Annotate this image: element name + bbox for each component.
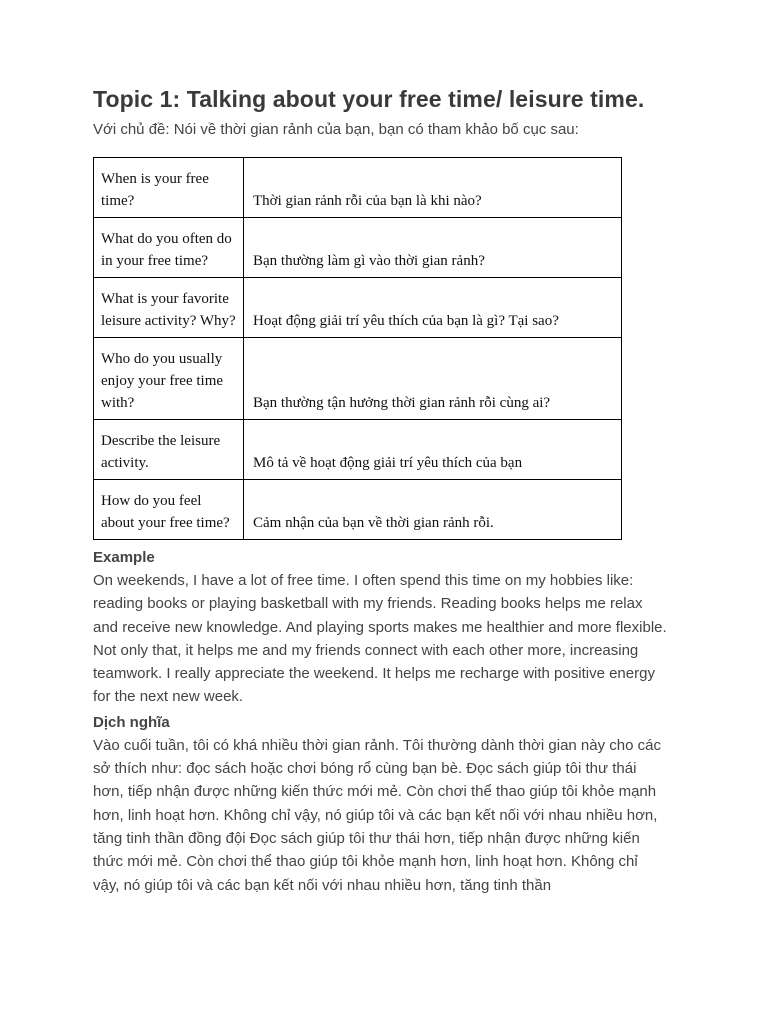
question-text: What do you often do in your free time? [101,231,232,269]
translation-text: Thời gian rảnh rỗi của bạn là khi nào? [253,193,482,209]
question-cell [94,278,244,338]
example-paragraph: On weekends, I have a lot of free time. I often spend this time on my hobbies like: reading books or playing basketball with my friends. Reading books helps me relax and receive new knowledge. And playing sports makes me healthier and more flexible. Not only that, it helps me and my friends connect with each other more, increasing teamwork. I really appreciate the weekend. It helps me recharge with positive energy for the next new week. [93,572,667,706]
table-row [94,338,622,420]
translation-text: Bạn thường làm gì vào thời gian rảnh? [253,253,485,269]
question-text: When is your free time? [101,171,209,209]
table-row [94,158,622,218]
question-text: What is your favorite leisure activity? Why? [101,291,236,329]
table-row [94,480,622,540]
table-row [94,420,622,480]
example-heading: Example [93,549,155,566]
question-text: How do you feel about your free time? [101,493,230,531]
translation-text: Hoạt động giải trí yêu thích của bạn là gì? Tại sao? [253,313,559,329]
question-text: Describe the leisure activity. [101,433,221,471]
question-text: Who do you usually enjoy your free time with? [101,351,224,411]
table-row [94,278,622,338]
translation-heading: Dịch nghĩa [93,713,170,731]
translation-cell [244,338,622,420]
translation-cell [244,420,622,480]
translation-cell [244,158,622,218]
question-cell [94,480,244,540]
outline-table [93,157,622,540]
translation-cell [244,218,622,278]
document-page [93,86,673,897]
translation-paragraph: Vào cuối tuần, tôi có khá nhiều thời gian rảnh. Tôi thường dành thời gian này cho các sở thích như: đọc sách hoặc chơi bóng rổ cùng bạn bè. Đọc sách giúp tôi thư thái hơn, tiếp nhận được những kiến thức mới mẻ. Còn chơi thể thao giúp tôi khỏe mạnh hơn, linh hoạt hơn. Không chỉ vậy, nó giúp tôi và các bạn kết nối với nhau nhiều hơn, tăng tinh thần đồng đội Đọc sách giúp tôi thư thái hơn, tiếp nhận được những kiến thức mới mẻ. Còn chơi thể thao giúp tôi khỏe mạnh hơn, linh hoạt hơn. Không chỉ vậy, nó giúp tôi và các bạn kết nối với nhau nhiều hơn, tăng tinh thần [93,736,661,894]
question-cell [94,218,244,278]
question-cell [94,338,244,420]
table-row [94,218,622,278]
translation-cell [244,278,622,338]
question-cell [94,420,244,480]
page-title: Topic 1: Talking about your free time/ leisure time. [93,86,645,112]
intro-text: Với chủ đề: Nói về thời gian rảnh của bạn, bạn có tham khảo bố cục sau: [93,121,579,138]
translation-text: Cảm nhận của bạn về thời gian rảnh rỗi. [253,515,494,531]
translation-text: Mô tả về hoạt động giải trí yêu thích của bạn [253,455,523,471]
translation-text: Bạn thường tận hưởng thời gian rảnh rỗi cùng ai? [253,395,551,411]
question-cell [94,158,244,218]
translation-cell [244,480,622,540]
